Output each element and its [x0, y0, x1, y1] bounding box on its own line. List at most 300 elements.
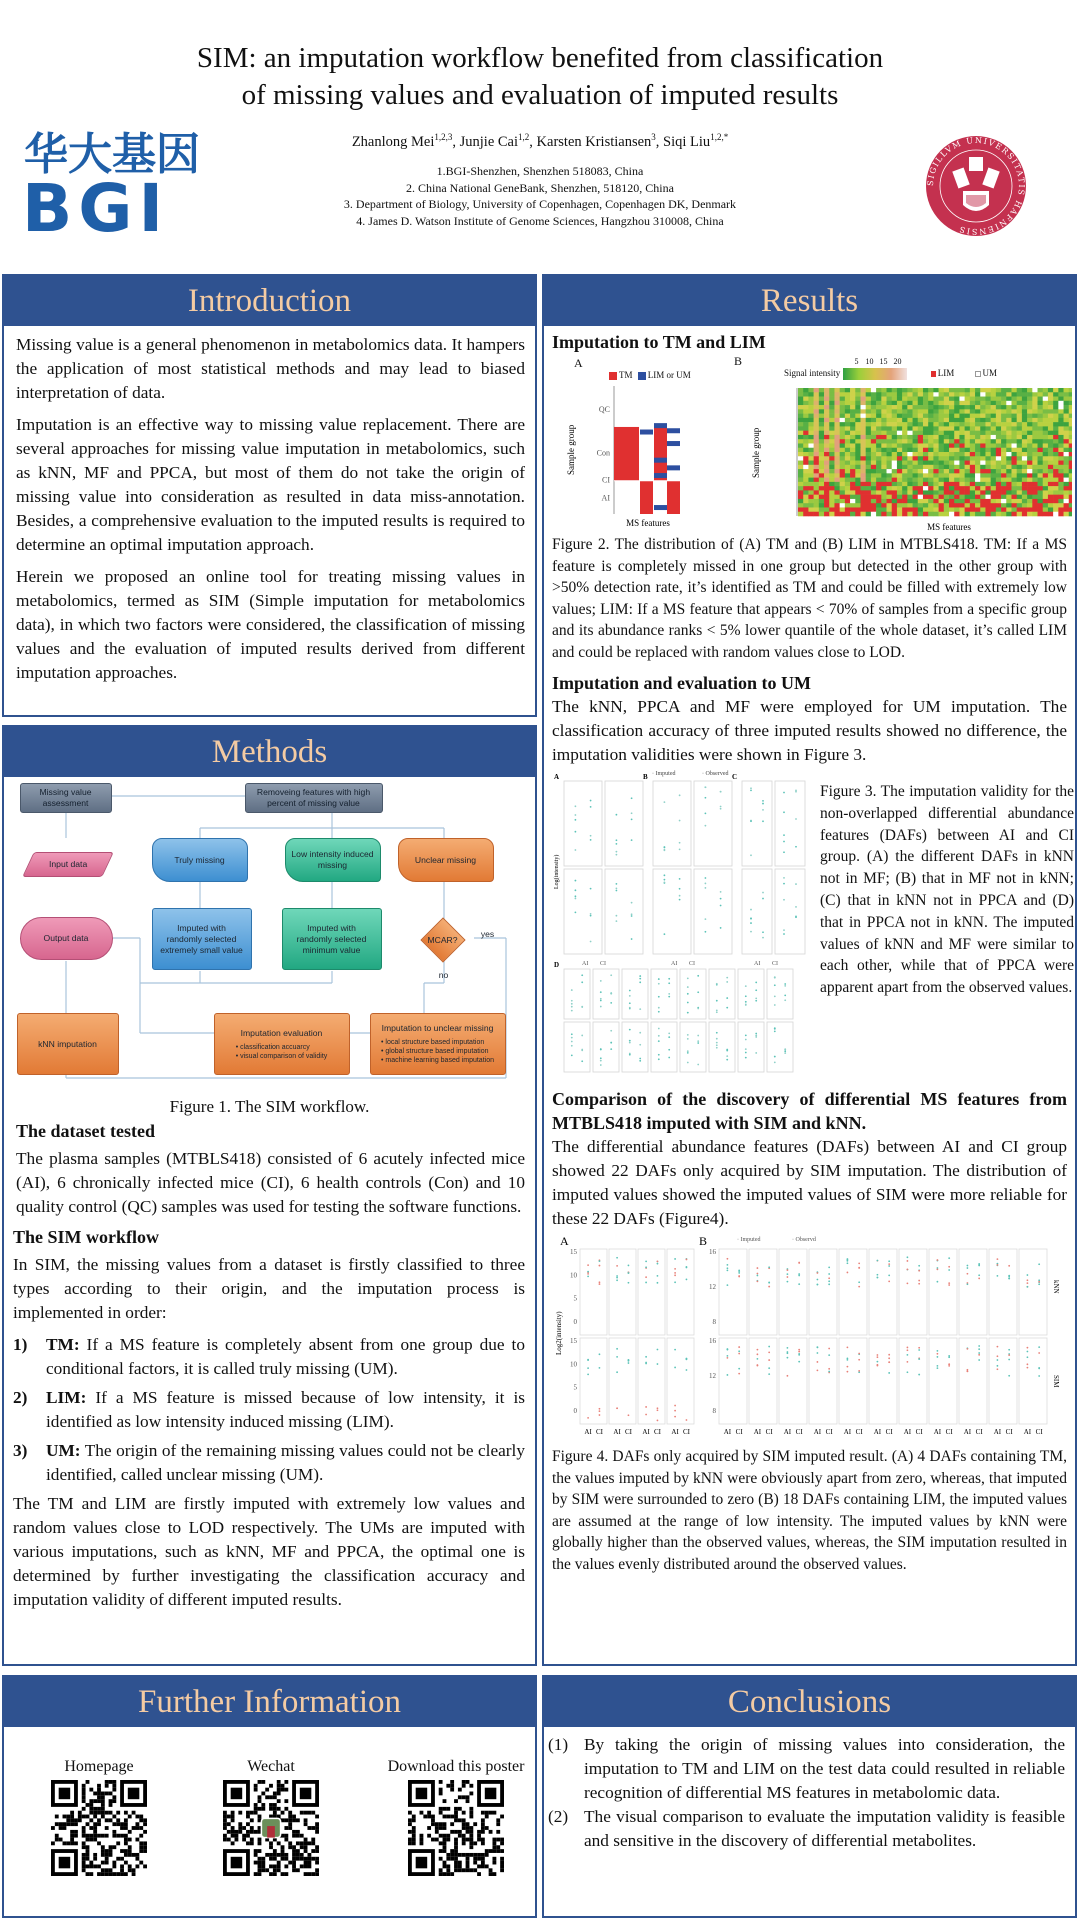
heatmap-cell	[959, 503, 965, 508]
fig4-point	[907, 1269, 909, 1271]
fig4-point	[918, 1358, 920, 1360]
heatmap-cell	[860, 435, 866, 440]
heatmap-cell	[834, 431, 840, 436]
fig4-point	[828, 1266, 830, 1268]
fig4-point	[587, 1271, 589, 1273]
fig3-point	[581, 974, 583, 976]
fig3-point	[679, 899, 681, 901]
heatmap-cell	[933, 448, 939, 453]
heatmap-cell	[1017, 486, 1023, 491]
heatmap-cell	[954, 478, 960, 483]
heatmap-cell	[918, 486, 924, 491]
heatmap-cell	[824, 503, 830, 508]
fig4-point	[587, 1359, 589, 1361]
heatmap-cell	[1058, 401, 1064, 406]
heatmap-cell	[892, 448, 898, 453]
qr-module	[292, 1845, 296, 1849]
qr-module	[304, 1861, 308, 1865]
heatmap-cell	[965, 486, 971, 491]
fig4-point	[645, 1414, 647, 1416]
fig3-point	[658, 996, 660, 998]
qr-module	[296, 1841, 300, 1845]
heatmap-cell	[933, 422, 939, 427]
qr-module	[135, 1838, 139, 1842]
qr-module	[284, 1857, 288, 1861]
fig3-point	[581, 1006, 583, 1008]
heatmap-cell	[1038, 456, 1044, 461]
heatmap-cell	[1011, 414, 1017, 419]
qr-module	[443, 1815, 447, 1819]
fig4-point	[727, 1269, 729, 1271]
qr-module	[135, 1864, 139, 1868]
heatmap-cell	[840, 405, 846, 410]
qr-module	[139, 1861, 143, 1865]
heatmap-cell	[860, 409, 866, 414]
fig3-point	[679, 794, 681, 796]
heatmap-cell	[814, 503, 820, 508]
heatmap-cell	[1048, 426, 1054, 431]
qr-module	[296, 1830, 300, 1834]
fig3-point	[616, 854, 618, 856]
heatmap-cell	[991, 465, 997, 470]
heatmap-cell	[803, 452, 809, 457]
qr-module	[443, 1799, 447, 1803]
qr-module	[258, 1807, 262, 1811]
qr-module	[446, 1853, 450, 1857]
heatmap-cell	[824, 397, 830, 402]
heatmap-cell	[959, 461, 965, 466]
heatmap-cell	[892, 507, 898, 512]
qr-module	[139, 1841, 143, 1845]
qr-module	[74, 1818, 78, 1822]
heatmap-cell	[1032, 478, 1038, 483]
qr-module	[473, 1857, 477, 1861]
qr-module	[450, 1853, 454, 1857]
heatmap-cell	[980, 426, 986, 431]
heatmap-cell	[1022, 507, 1028, 512]
heatmap-cell	[850, 490, 856, 495]
fig4-point	[817, 1279, 819, 1281]
heatmap-cell	[1053, 431, 1059, 436]
heatmap-cell	[1038, 503, 1044, 508]
heatmap-cell	[855, 456, 861, 461]
heatmap-cell	[814, 465, 820, 470]
fig4-xtick: CI	[624, 1428, 632, 1436]
heatmap-cell	[907, 409, 913, 414]
fig4-point	[616, 1348, 618, 1350]
heatmap-cell	[954, 469, 960, 474]
fig4-point	[645, 1282, 647, 1284]
fig4-point	[674, 1281, 676, 1283]
qr-module	[231, 1818, 235, 1822]
heatmap-cell	[939, 465, 945, 470]
heatmap-cell	[1043, 482, 1049, 487]
heatmap-cell	[1006, 405, 1012, 410]
heatmap-cell	[928, 422, 934, 427]
heatmap-cell	[829, 439, 835, 444]
fig4-point	[1008, 1276, 1010, 1278]
fig3-point	[755, 997, 757, 999]
qr-module	[473, 1822, 477, 1826]
heatmap-cell	[939, 495, 945, 500]
qr-module	[466, 1780, 470, 1784]
heatmap-cell	[803, 409, 809, 414]
heatmap-cell	[1006, 409, 1012, 414]
qr-module	[281, 1788, 285, 1792]
qr-module	[223, 1811, 227, 1815]
qr-module	[454, 1853, 458, 1857]
qr-module	[254, 1849, 258, 1853]
fig3-point	[631, 902, 633, 904]
heatmap-cell	[808, 461, 814, 466]
fig4-point	[674, 1410, 676, 1412]
heatmap-cell	[923, 465, 929, 470]
heatmap-cell	[965, 435, 971, 440]
heatmap-cell	[1027, 461, 1033, 466]
qr-module	[446, 1872, 450, 1876]
fig4-point	[657, 1409, 659, 1411]
heatmap-cell	[866, 478, 872, 483]
fig4-point	[599, 1281, 601, 1283]
heatmap-cell	[1027, 495, 1033, 500]
heatmap-cell	[965, 405, 971, 410]
heatmap-cell	[1032, 439, 1038, 444]
fig4-point	[787, 1281, 789, 1283]
heatmap-cell	[1053, 490, 1059, 495]
qr-module	[128, 1838, 132, 1842]
heatmap-cell	[850, 405, 856, 410]
heatmap-cell	[1048, 495, 1054, 500]
heatmap-cell	[970, 490, 976, 495]
qr-module	[89, 1788, 93, 1792]
fig3-point	[750, 931, 752, 933]
heatmap-cell	[913, 431, 919, 436]
heatmap-cell	[923, 397, 929, 402]
heatmap-cell	[887, 490, 893, 495]
fig4-point	[907, 1361, 909, 1363]
qr-module	[238, 1811, 242, 1815]
qr-module	[458, 1853, 462, 1857]
heatmap-cell	[928, 418, 934, 423]
heatmap-cell	[829, 414, 835, 419]
heatmap-cell	[980, 507, 986, 512]
conclusion-item	[548, 1733, 1065, 1805]
heatmap-cell	[1048, 452, 1054, 457]
heatmap-cell	[814, 392, 820, 397]
author: Junjie Cai	[459, 133, 519, 150]
fig3-point	[784, 999, 786, 1001]
heatmap-cell	[803, 482, 809, 487]
heatmap-cell	[887, 405, 893, 410]
heatmap-cell	[907, 392, 913, 397]
fig3-point	[705, 877, 707, 879]
heatmap-cell	[1058, 478, 1064, 483]
heatmap-cell	[803, 512, 809, 517]
heatmap-cell	[871, 490, 877, 495]
qr-module	[492, 1841, 496, 1845]
heatmap-cell	[1017, 397, 1023, 402]
heatmap-cell	[897, 397, 903, 402]
fig3-point	[639, 981, 641, 983]
heatmap-cell	[965, 482, 971, 487]
heatmap-cell	[876, 418, 882, 423]
heatmap-cell	[1053, 401, 1059, 406]
qr-module	[258, 1799, 262, 1803]
fig4-point	[738, 1270, 740, 1272]
heatmap-cell	[892, 431, 898, 436]
heatmap-cell	[923, 426, 929, 431]
heatmap-cell	[907, 414, 913, 419]
heatmap-cell	[1032, 414, 1038, 419]
heatmap-cell	[939, 426, 945, 431]
heatmap-cell	[1069, 499, 1072, 504]
heatmap-cell	[918, 461, 924, 466]
qr-module	[254, 1853, 258, 1857]
heatmap-cell	[1069, 478, 1072, 483]
heatmap-cell	[975, 478, 981, 483]
heatmap-cell	[1001, 499, 1007, 504]
fig3-point	[664, 846, 666, 848]
heatmap-cell	[939, 490, 945, 495]
qr-module	[315, 1872, 319, 1876]
workflow-item-text: The origin of the remaining missing values could not be clearly identified, called unclear missing (UM).	[46, 1441, 525, 1484]
heatmap-cell	[918, 469, 924, 474]
fig4-row-label: SIM	[1052, 1375, 1060, 1388]
fig4-point	[768, 1282, 770, 1284]
heatmap-cell	[860, 401, 866, 406]
homepage-qr-code[interactable]	[51, 1780, 147, 1876]
qr-module	[258, 1864, 262, 1868]
heatmap-cell	[923, 409, 929, 414]
qr-module	[315, 1857, 319, 1861]
fig4-ytick: 8	[712, 1407, 716, 1415]
qr-module	[89, 1807, 93, 1811]
qr-module	[446, 1784, 450, 1788]
further-information-heading: Further Information	[4, 1677, 535, 1727]
heatmap-cell	[829, 478, 835, 483]
fig3-point	[687, 1062, 689, 1064]
heatmap-cell	[834, 426, 840, 431]
heatmap-cell	[1048, 482, 1054, 487]
fig4-point	[858, 1359, 860, 1361]
heatmap-cell	[1027, 482, 1033, 487]
fig4-point	[997, 1264, 999, 1266]
heatmap-cell	[1001, 414, 1007, 419]
fig3-point	[639, 1008, 641, 1010]
heatmap-cell	[913, 469, 919, 474]
fig3-point	[784, 1052, 786, 1054]
heatmap-cell	[939, 443, 945, 448]
fig3-point	[631, 812, 633, 814]
fig3-point	[750, 789, 752, 791]
legend-label: LIM or UM	[647, 370, 691, 380]
heatmap-cell	[923, 418, 929, 423]
heatmap-cell	[840, 448, 846, 453]
heatmap-cell	[803, 426, 809, 431]
heatmap-cell	[1032, 426, 1038, 431]
heatmap-cell	[876, 473, 882, 478]
heatmap-cell	[871, 418, 877, 423]
heatmap-cell	[897, 435, 903, 440]
fig3-point	[784, 1048, 786, 1050]
heatmap-cell	[881, 503, 887, 508]
fig4-point	[877, 1354, 879, 1356]
heatmap-cell	[834, 482, 840, 487]
heatmap-cell	[923, 401, 929, 406]
heatmap-cell	[1032, 388, 1038, 393]
fig4-point	[738, 1368, 740, 1370]
fig4-point	[628, 1414, 630, 1416]
heatmap-cell	[819, 397, 825, 402]
heatmap-cell	[881, 478, 887, 483]
qr-module	[311, 1841, 315, 1845]
heatmap-cell	[1043, 448, 1049, 453]
heatmap-cell	[1032, 482, 1038, 487]
qr-download[interactable]	[376, 1757, 536, 1881]
heatmap-cell	[959, 414, 965, 419]
qr-module	[227, 1838, 231, 1842]
heatmap-cell	[850, 426, 856, 431]
qr-homepage[interactable]	[44, 1757, 154, 1881]
qr-module	[431, 1822, 435, 1826]
qr-module	[82, 1841, 86, 1845]
heatmap-cell	[1001, 469, 1007, 474]
qr-module	[315, 1822, 319, 1826]
heatmap-cell	[949, 499, 955, 504]
heatmap-cell	[928, 443, 934, 448]
heatmap-cell	[855, 507, 861, 512]
fig4-point	[686, 1369, 688, 1371]
fig3-point	[639, 978, 641, 980]
qr-module	[93, 1807, 97, 1811]
heatmap-cell	[1027, 478, 1033, 483]
qr-module	[74, 1834, 78, 1838]
heatmap-cell	[1064, 409, 1070, 414]
fig4-xtick: CI	[885, 1428, 893, 1436]
heatmap-cell	[1064, 495, 1070, 500]
heatmap-cell	[1001, 512, 1007, 517]
heatmap-cell	[1006, 414, 1012, 419]
heatmap-cell	[866, 452, 872, 457]
heatmap-cell	[1011, 486, 1017, 491]
heatmap-cell	[881, 512, 887, 517]
fig3-point	[795, 846, 797, 848]
fig3-point	[668, 1032, 670, 1034]
qr-module	[101, 1799, 105, 1803]
heatmap-cell	[1048, 418, 1054, 423]
fig3-point	[697, 1064, 699, 1066]
qr-module	[496, 1830, 500, 1834]
heatmap-cell	[887, 469, 893, 474]
heatmap-cell	[975, 473, 981, 478]
heatmap-cell	[1006, 486, 1012, 491]
fig3-point	[705, 797, 707, 799]
fig4-point	[967, 1370, 969, 1372]
fig3-point	[726, 981, 728, 983]
heatmap-cell	[860, 478, 866, 483]
fig3-point	[590, 913, 592, 915]
fig3-point	[783, 933, 785, 935]
heatmap-cell	[954, 486, 960, 491]
qr-module	[86, 1864, 90, 1868]
heatmap-cell	[1011, 409, 1017, 414]
qr-module	[101, 1815, 105, 1819]
fig4-point	[858, 1262, 860, 1264]
heatmap-cell	[866, 388, 872, 393]
qr-module	[304, 1864, 308, 1868]
heatmap-cell	[840, 388, 846, 393]
qr-finder	[59, 1857, 71, 1869]
qr-module	[97, 1792, 101, 1796]
heatmap-cell	[954, 414, 960, 419]
fig3-point	[687, 993, 689, 995]
heatmap-cell	[829, 401, 835, 406]
wechat-qr-code[interactable]	[223, 1780, 319, 1876]
heatmap-cell	[808, 435, 814, 440]
heatmap-cell	[814, 461, 820, 466]
heatmap-cell	[840, 401, 846, 406]
heatmap-cell	[970, 439, 976, 444]
qr-module	[116, 1841, 120, 1845]
qr-module	[70, 1838, 74, 1842]
heatmap-cell	[923, 439, 929, 444]
heatmap-cell	[829, 452, 835, 457]
qr-module	[112, 1872, 116, 1876]
heatmap-cell	[803, 486, 809, 491]
heatmap-cell	[887, 499, 893, 504]
fig4-point	[847, 1371, 849, 1373]
heatmap-cell	[991, 478, 997, 483]
heatmap-cell	[881, 405, 887, 410]
heatmap-cell	[803, 507, 809, 512]
heatmap-cell	[892, 435, 898, 440]
heatmap-cell	[803, 422, 809, 427]
heatmap-cell	[1048, 397, 1054, 402]
heatmap-cell	[1069, 439, 1072, 444]
colorbar-tick: 10	[865, 357, 874, 366]
download-poster-qr-code[interactable]	[408, 1780, 504, 1876]
heatmap-cell	[1058, 418, 1064, 423]
qr-module	[101, 1807, 105, 1811]
qr-module	[250, 1838, 254, 1842]
heatmap-cell	[1032, 443, 1038, 448]
heatmap-cell	[996, 431, 1002, 436]
qr-module	[454, 1841, 458, 1845]
heatmap-cell	[1058, 490, 1064, 495]
heatmap-cell	[892, 473, 898, 478]
qr-module	[288, 1822, 292, 1826]
heatmap-cell	[1022, 499, 1028, 504]
fig4-point	[858, 1286, 860, 1288]
fig4-point	[847, 1258, 849, 1260]
heatmap-cell	[975, 388, 981, 393]
heatmap-cell	[1058, 499, 1064, 504]
qr-module	[269, 1795, 273, 1799]
conclusions-body	[544, 1727, 1075, 1853]
fig3-point	[784, 985, 786, 987]
heatmap-cell	[980, 486, 986, 491]
fig4-facet	[869, 1249, 897, 1335]
heatmap-cell	[949, 414, 955, 419]
qr-wechat[interactable]	[216, 1757, 326, 1881]
heatmap-cell	[933, 452, 939, 457]
fig3-point	[600, 980, 602, 982]
qr-module	[489, 1868, 493, 1872]
heatmap-cell	[860, 456, 866, 461]
heatmap-cell	[1001, 478, 1007, 483]
heatmap-cell	[1043, 469, 1049, 474]
heatmap-cell	[829, 392, 835, 397]
